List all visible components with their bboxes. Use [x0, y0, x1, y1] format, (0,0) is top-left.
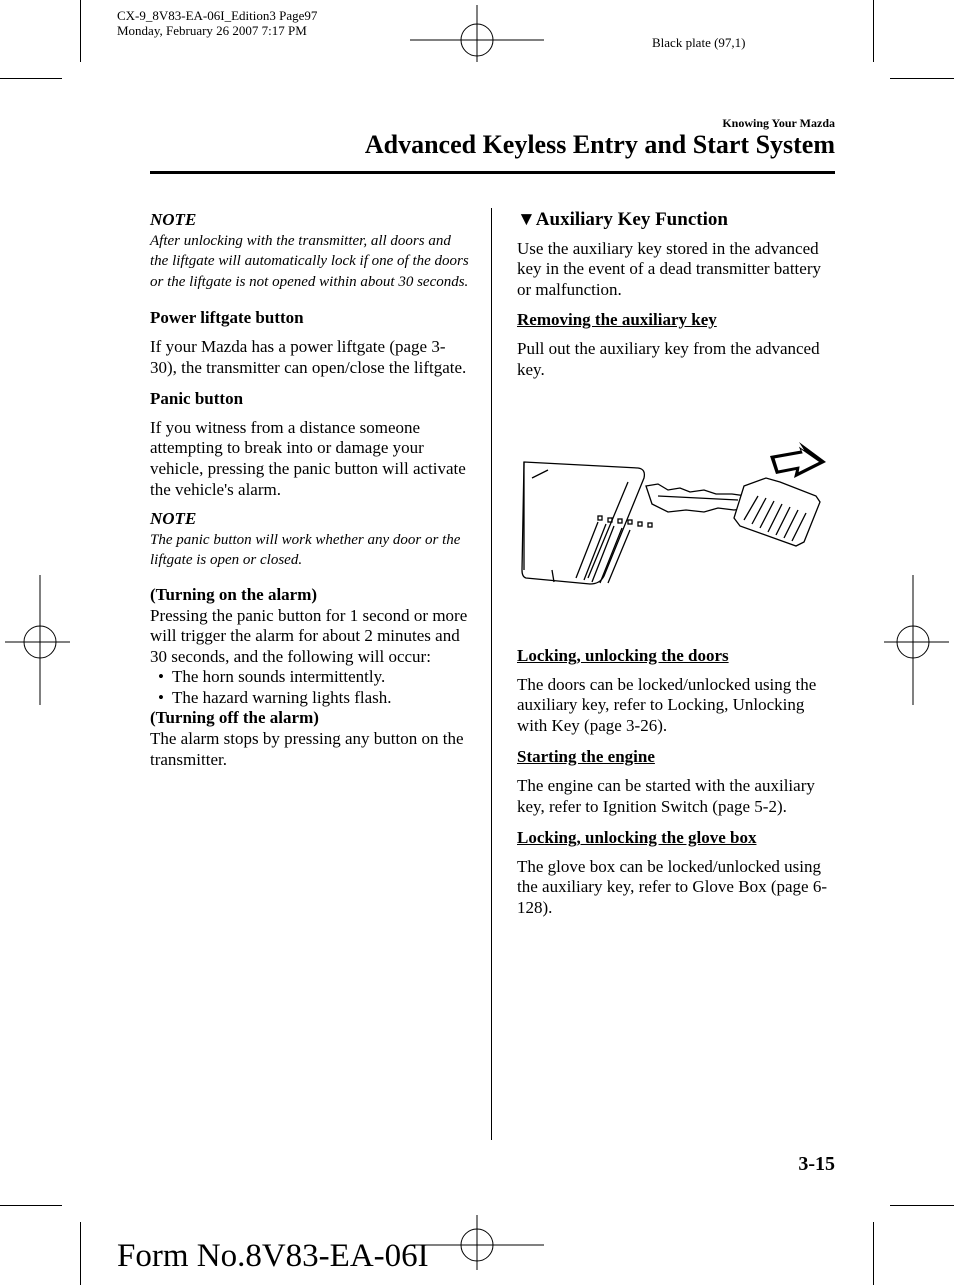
removing-key-text: Pull out the auxiliary key from the advanced key.	[517, 338, 820, 379]
note-heading: NOTE	[150, 210, 197, 229]
registration-mark-left	[0, 575, 80, 710]
form-number: Form No.8V83-EA-06I	[117, 1238, 429, 1274]
section-label: Knowing Your Mazda	[722, 116, 835, 130]
glove-box-heading: Locking, unlocking the glove box	[517, 828, 757, 848]
bullet-item	[150, 688, 472, 709]
bullet-dot-icon: •	[158, 687, 164, 707]
left-column	[150, 210, 472, 770]
alarm-on-text: Pressing the panic button for 1 second or more will trigger the alarm for about 2 minutes and 30 seconds, and the following will occur:	[150, 605, 468, 666]
alarm-off-text: The alarm stops by pressing any button on the transmitter.	[150, 729, 464, 769]
starting-engine-heading: Starting the engine	[517, 747, 655, 767]
page-number: 3-15	[798, 1153, 835, 1175]
registration-mark-top	[410, 0, 544, 80]
bullet-text: The hazard warning lights flash.	[172, 687, 392, 707]
bullet-text: The horn sounds intermittently.	[172, 667, 386, 687]
note-text-2: The panic button will work whether any door or the liftgate is open or closed.	[150, 531, 461, 569]
removing-key-heading: Removing the auxiliary key	[517, 310, 717, 330]
bullet-dot-icon: •	[158, 667, 164, 687]
black-plate-label: Black plate (97,1)	[652, 35, 746, 50]
pull-arrow-icon	[770, 442, 826, 478]
auxiliary-key-illustration	[518, 438, 830, 588]
right-column-lower	[517, 646, 837, 919]
alarm-on-heading: (Turning on the alarm)	[150, 584, 318, 604]
print-slug	[117, 8, 317, 38]
header-rule	[150, 171, 835, 174]
page-title: Advanced Keyless Entry and Start System	[364, 130, 835, 159]
panic-button-heading: Panic button	[150, 389, 244, 409]
note-text: After unlocking with the transmitter, all doors and the liftgate will automatically lock if one of the doors or the liftgate is not opened within about 30 seconds.	[150, 232, 469, 290]
bullet-item	[150, 667, 472, 688]
power-liftgate-text: If your Mazda has a power liftgate (page 3-30), the transmitter can open/close the liftgate.	[150, 336, 467, 377]
auxiliary-key-text: Use the auxiliary key stored in the advanced key in the event of a dead transmitter battery or malfunction.	[517, 238, 821, 299]
glove-box-text: The glove box can be locked/unlocked using the auxiliary key, refer to Glove Box (page 6-128).	[517, 856, 827, 917]
advanced-key-body	[522, 462, 652, 584]
alarm-off-heading: (Turning off the alarm)	[150, 708, 319, 728]
auxiliary-key-blade	[646, 478, 820, 546]
registration-mark-right	[874, 575, 954, 710]
column-divider	[491, 208, 492, 1140]
registration-mark-bottom	[410, 1215, 544, 1285]
locking-doors-heading: Locking, unlocking the doors	[517, 646, 729, 665]
locking-doors-text: The doors can be locked/unlocked using the auxiliary key, refer to Locking, Unlocking with Key (page 3-26).	[517, 674, 817, 735]
note-heading-2: NOTE	[150, 509, 197, 529]
right-column	[517, 210, 837, 380]
panic-button-text: If you witness from a distance someone attempting to break into or damage your vehicle, pressing the panic button will activate the vehicle's alarm.	[150, 417, 466, 499]
print-slug-line2: Monday, February 26 2007 7:17 PM	[117, 23, 307, 38]
print-slug-line1: CX-9_8V83-EA-06I_Edition3 Page97	[117, 8, 318, 23]
starting-engine-text: The engine can be started with the auxiliary key, refer to Ignition Switch (page 5-2).	[517, 775, 815, 816]
auxiliary-key-heading: ▼Auxiliary Key Function	[517, 209, 728, 230]
power-liftgate-heading: Power liftgate button	[150, 308, 304, 328]
